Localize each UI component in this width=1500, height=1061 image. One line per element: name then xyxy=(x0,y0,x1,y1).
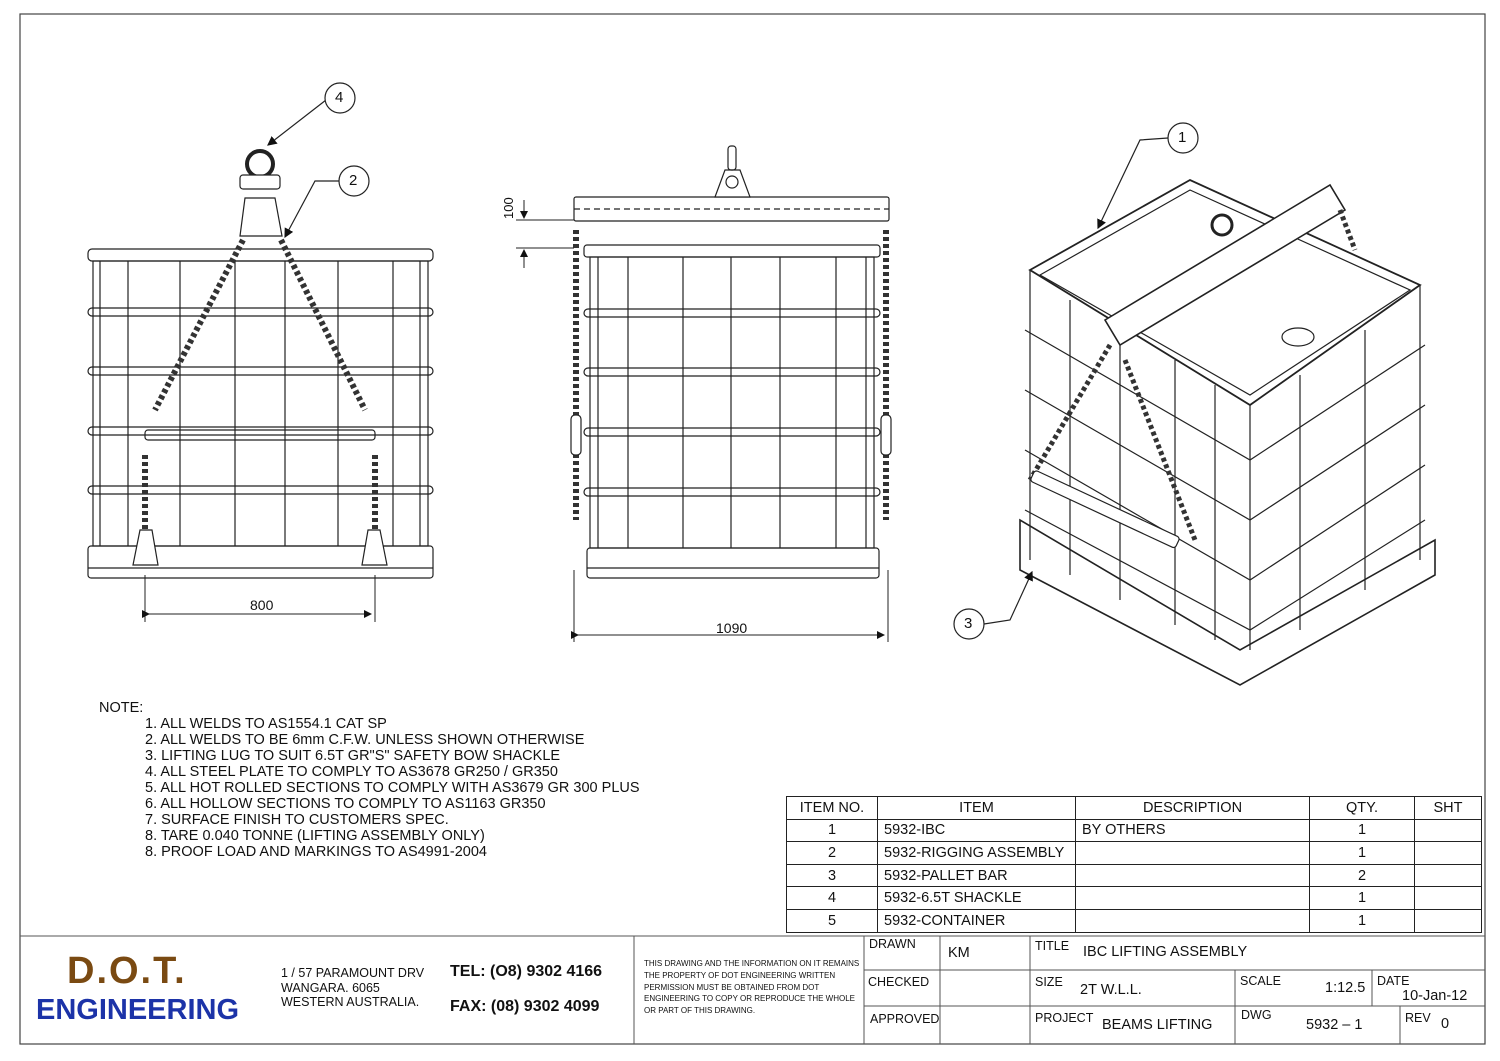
callout-number-1: 1 xyxy=(1178,129,1187,146)
company-tel: TEL: (O8) 9302 4166 xyxy=(450,963,603,980)
callout-number-3: 3 xyxy=(964,615,973,632)
front-shackle xyxy=(247,151,273,177)
bom-header-item-no: ITEM NO. xyxy=(787,797,878,820)
iso-pallet-bar xyxy=(1030,470,1180,548)
company-logo-engineering: ENGINEERING xyxy=(36,994,240,1026)
iso-cap xyxy=(1282,328,1314,346)
project-value: BEAMS LIFTING xyxy=(1102,1017,1213,1033)
rev-label: REV xyxy=(1405,1011,1431,1025)
bom-cell-sht xyxy=(1415,864,1482,887)
iso-shackle xyxy=(1212,215,1232,235)
note-item: 3. LIFTING LUG TO SUIT 6.5T GR"S" SAFETY BOW SHACKLE xyxy=(145,748,561,764)
bom-header-qty: QTY. xyxy=(1310,797,1415,820)
bom-cell-no: 1 xyxy=(787,819,878,842)
address-line: 1 / 57 PARAMOUNT DRV xyxy=(281,966,425,980)
note-item: 5. ALL HOT ROLLED SECTIONS TO COMPLY WITH AS3679 GR 300 PLUS xyxy=(145,780,640,796)
side-spreader-beam xyxy=(574,197,889,221)
side-pallet xyxy=(587,548,879,578)
side-view xyxy=(571,146,891,578)
scale-label: SCALE xyxy=(1240,974,1281,988)
bom-cell-sht xyxy=(1415,887,1482,910)
iso-view xyxy=(1020,180,1435,685)
bom-cell-desc xyxy=(1076,909,1310,932)
front-cage-verticals xyxy=(100,261,420,546)
title-label: TITLE xyxy=(1035,939,1070,953)
bom-cell-item: 5932-PALLET BAR xyxy=(878,864,1076,887)
approved-label: APPROVED xyxy=(870,1012,940,1026)
bom-cell-desc xyxy=(1076,887,1310,910)
front-lug xyxy=(240,198,282,236)
bom-cell-item: 5932-6.5T SHACKLE xyxy=(878,887,1076,910)
note-item: 4. ALL STEEL PLATE TO COMPLY TO AS3678 GR250 / GR350 xyxy=(145,764,558,780)
bom-header-row xyxy=(787,797,1482,820)
bom-row xyxy=(787,909,1482,932)
scale-value: 1:12.5 xyxy=(1325,980,1366,996)
iso-pallet xyxy=(1020,520,1435,685)
note-item: 8. TARE 0.040 TONNE (LIFTING ASSEMBLY ONLY) xyxy=(145,828,485,844)
note-item: 7. SURFACE FINISH TO CUSTOMERS SPEC. xyxy=(145,812,449,828)
dwg-value: 5932 – 1 xyxy=(1306,1017,1363,1033)
bom-cell-qty: 1 xyxy=(1310,842,1415,865)
rev-value: 0 xyxy=(1441,1016,1450,1032)
bom-cell-qty: 1 xyxy=(1310,909,1415,932)
note-item: 6. ALL HOLLOW SECTIONS TO COMPLY TO AS1163 GR350 xyxy=(145,796,546,812)
dimension-label-100: 100 xyxy=(501,197,516,219)
dimension-label-1090: 1090 xyxy=(716,620,748,636)
bom-header-description: DESCRIPTION xyxy=(1076,797,1310,820)
bom-cell-desc xyxy=(1076,864,1310,887)
bom-cell-qty: 2 xyxy=(1310,864,1415,887)
bom-cell-desc xyxy=(1076,842,1310,865)
note-item: 2. ALL WELDS TO BE 6mm C.F.W. UNLESS SHOWN OTHERWISE xyxy=(145,732,585,748)
drawing-title: IBC LIFTING ASSEMBLY xyxy=(1083,944,1248,960)
bom-cell-sht xyxy=(1415,909,1482,932)
notes-block xyxy=(99,700,640,860)
dwg-label: DWG xyxy=(1241,1008,1272,1022)
dimension-100 xyxy=(516,200,574,268)
front-lift-plate-right xyxy=(362,530,387,565)
drawn-label: DRAWN xyxy=(869,937,916,951)
project-label: PROJECT xyxy=(1035,1011,1094,1025)
bom-cell-no: 3 xyxy=(787,864,878,887)
company-address xyxy=(281,966,424,1010)
bom-cell-sht xyxy=(1415,819,1482,842)
front-view xyxy=(88,151,433,578)
bom-cell-item: 5932-CONTAINER xyxy=(878,909,1076,932)
side-lug xyxy=(715,170,750,197)
side-cage-verticals xyxy=(598,257,866,548)
size-label: SIZE xyxy=(1035,975,1063,989)
bom-row xyxy=(787,887,1482,910)
bom-row xyxy=(787,864,1482,887)
note-item: 1. ALL WELDS TO AS1554.1 CAT SP xyxy=(145,716,387,732)
company-fax: FAX: (08) 9302 4099 xyxy=(450,998,600,1015)
address-line: WANGARA. 6065 xyxy=(281,980,380,995)
callout-number-2: 2 xyxy=(349,172,358,189)
callout-number-4: 4 xyxy=(335,89,344,106)
bom-header-sht: SHT xyxy=(1415,797,1482,820)
bom-cell-no: 2 xyxy=(787,842,878,865)
size-value: 2T W.L.L. xyxy=(1080,982,1142,998)
checked-label: CHECKED xyxy=(868,975,930,989)
date-value: 10-Jan-12 xyxy=(1402,988,1468,1004)
bom-cell-item: 5932-IBC xyxy=(878,819,1076,842)
company-logo-dot: D.O.T. xyxy=(67,950,187,992)
front-cage-horizontals xyxy=(88,308,433,494)
notes-heading: NOTE: xyxy=(99,700,144,716)
bom-cell-desc: BY OTHERS xyxy=(1076,819,1310,842)
front-lift-plate-left xyxy=(133,530,158,565)
date-label: DATE xyxy=(1377,974,1410,988)
drawn-value: KM xyxy=(948,945,970,961)
bom-cell-no: 5 xyxy=(787,909,878,932)
bom-cell-item: 5932-RIGGING ASSEMBLY xyxy=(878,842,1076,865)
note-item: 8. PROOF LOAD AND MARKINGS TO AS4991-2004 xyxy=(145,844,487,860)
dimension-label-800: 800 xyxy=(250,597,274,613)
bom-row xyxy=(787,842,1482,865)
bom-header-item: ITEM xyxy=(878,797,1076,820)
iso-beam xyxy=(1105,185,1345,345)
bom-cell-sht xyxy=(1415,842,1482,865)
iso-verticals xyxy=(1070,300,1365,640)
bom-cell-qty: 1 xyxy=(1310,887,1415,910)
bom-row xyxy=(787,819,1482,842)
iso-top xyxy=(1030,180,1420,405)
bom-cell-qty: 1 xyxy=(1310,819,1415,842)
bom-cell-no: 4 xyxy=(787,887,878,910)
copyright-disclaimer: THIS DRAWING AND THE INFORMATION ON IT REMAINS THE PROPERTY OF DOT ENGINEERING WRITTEN PERMISSION MUST BE OBTAINED FROM DOT ENGINEERING TO COPY OR REPRODUCE THE WHOLE OR PART OF THIS DRAWING. xyxy=(644,959,860,1016)
bill-of-materials xyxy=(786,796,1482,933)
address-line: WESTERN AUSTRALIA. xyxy=(281,995,420,1009)
